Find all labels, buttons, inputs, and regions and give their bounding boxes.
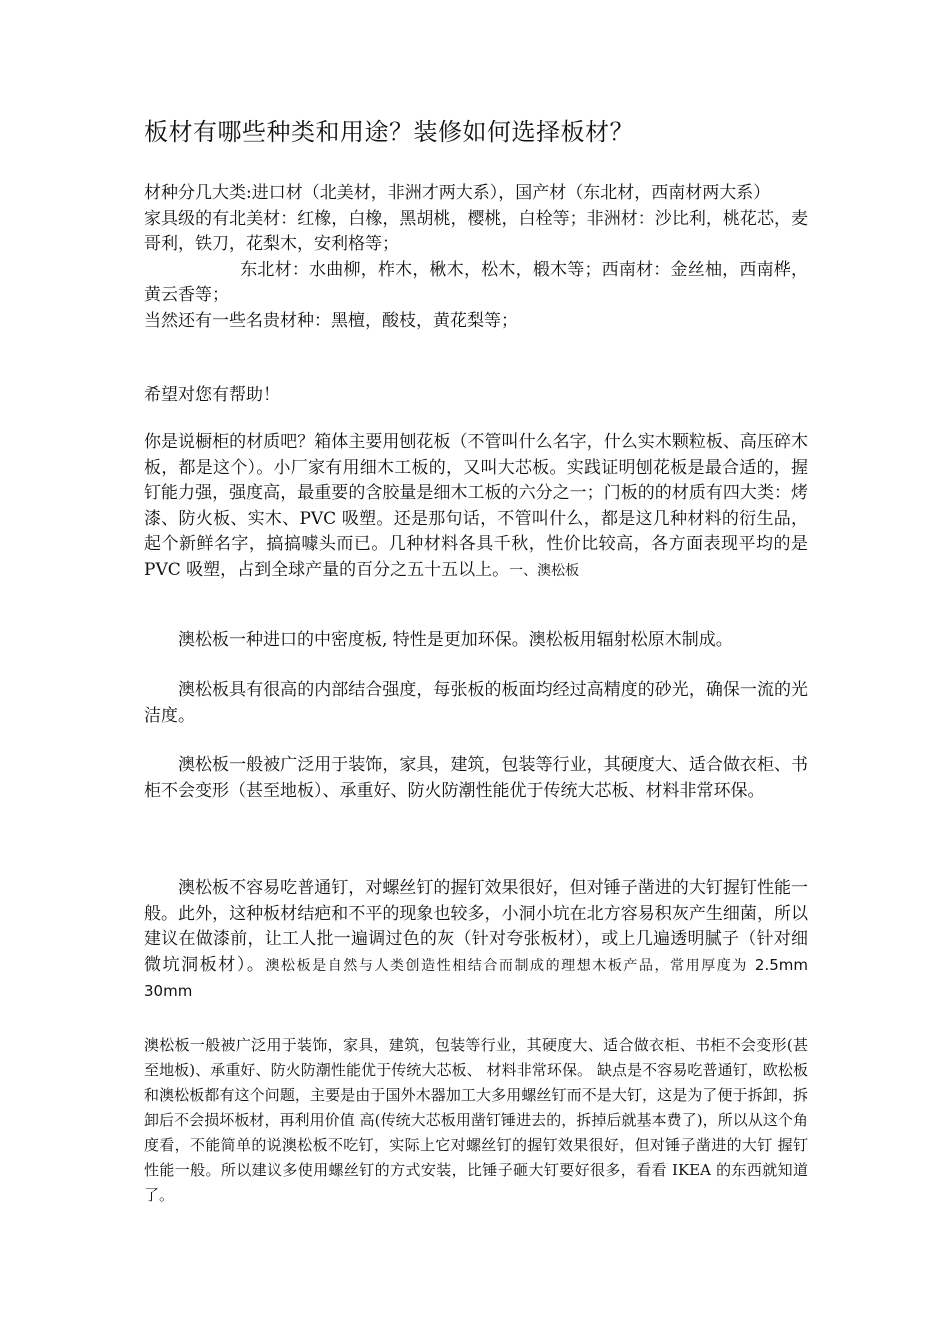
cabinet-material-text: 你是说橱柜的材质吧？箱体主要用刨花板（不管叫什么名字，什么实木颗粒板、高压碎木板，都是这个）。小厂家有用细木工板的，又叫大芯板。实践证明刨花板是最合适的，握钉能力强，强度高，最重要的含胶量是细木工板的六分之一；门板的的材质有四大类：烤漆、防火板、实木、PVC 吸塑。还是那句话，不管叫什么，都是这几种材料的衍生品，起个新鲜名字，搞搞噱头而已。几种材料各具千秋，性价比较高，各方面表现平均的是 PVC 吸塑，占到全球产量的百分之五十五以上。 [144, 432, 808, 580]
wood-types-line-3: 东北材：水曲柳，柞木，楸木，松木，椴木等；西南材：金丝柚，西南桦，黄云香等； [144, 259, 808, 305]
aosong-usage-paragraph: 澳松板一般被广泛用于装饰，家具，建筑，包装等行业，其硬度大、适合做衣柜、书柜不会变形（甚至地板）、承重好、防火防潮性能优于传统大芯板、材料非常环保。 [144, 755, 808, 801]
wood-types-line-1: 材种分几大类:进口材（北美材，非洲才两大系），国产材（东北材，西南材两大系） [144, 183, 771, 203]
wood-types-line-2: 家具级的有北美材：红橡，白橡，黑胡桃，樱桃，白栓等；非洲材：沙比利，桃花芯，麦哥利，铁刀，花梨木，安利格等； [144, 208, 808, 254]
aosong-nail-paragraph [144, 876, 824, 1005]
wood-types-line-4: 当然还有一些名贵材种：黑檀，酸枝，黄花梨等； [144, 310, 518, 331]
page-title: 板材有哪些种类和用途？装修如何选择板材？ [144, 118, 634, 146]
hope-helpful-paragraph: 希望对您有帮助！ [144, 385, 280, 405]
cabinet-material-paragraph [144, 430, 808, 584]
aosong-thickness: 2.5mm 30mm [144, 955, 824, 1000]
aosong-summary-paragraph: 澳松板一般被广泛用于装饰，家具，建筑，包装等行业，其硬度大、适合做衣柜、书柜不会变形(甚至地板)、承重好、防火防潮性能优于传统大芯板、 材料非常环保。 缺点是不容易吃普通钉，欧松板和澳松板都有这个问题，主要是由于国外木器加工大多用螺丝钉而不是大钉，这是为了便于拆卸，拆卸后不会损坏板材，再利用价值 高(传统大芯板用凿钉锤进去的，拆掉后就基本费了)，所以从这个角度看，不能简单的说澳松板不吃钉，实际上它对螺丝钉的握钉效果很好，但对锤子凿进的大钉 握钉性能一般。所以建议多使用螺丝钉的方式安装，比锤子砸大钉要好很多，看看 IKEA 的东西就知道了。 [144, 1036, 808, 1204]
section-heading-aosong: 一、澳松板 [509, 562, 580, 579]
wood-types-paragraph [144, 181, 808, 334]
aosong-intro-paragraph: 澳松板一种进口的中密度板, 特性是更加环保。澳松板用辐射松原木制成。 [178, 630, 733, 650]
aosong-product-text: 澳松板是自然与人类创造性相结合而制成的理想木板产品，常用厚度为 [265, 957, 748, 974]
aosong-strength-paragraph: 澳松板具有很高的内部结合强度，每张板的板面均经过高精度的砂光，确保一流的光洁度。 [144, 680, 808, 726]
aosong-nail-text: 澳松板不容易吃普通钉，对螺丝钉的握钉效果很好，但对锤子凿进的大钉握钉性能一般。此外，这种板材结疤和不平的现象也较多，小洞小坑在北方容易积灰产生细菌，所以建议在做漆前，让工人批一遍调过色的灰（针对夸张板材），或上几遍透明腻子（针对细微坑洞板材）。 [144, 878, 808, 975]
